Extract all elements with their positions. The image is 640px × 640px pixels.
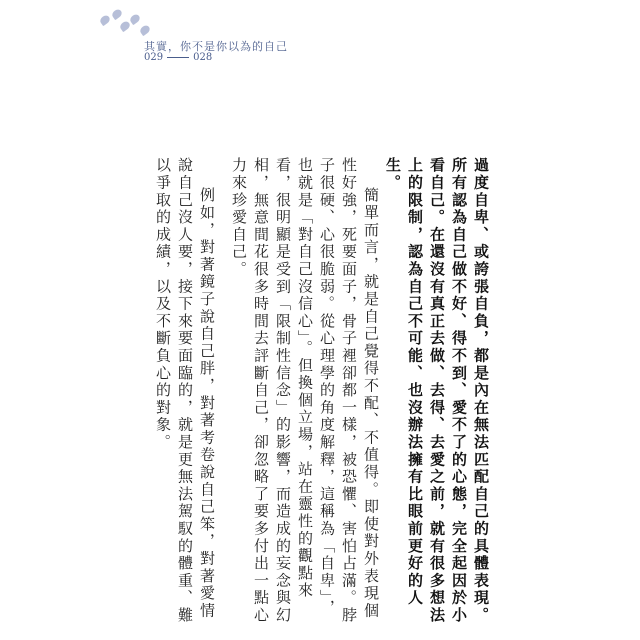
page-number-divider — [167, 57, 189, 58]
body-text — [154, 157, 492, 627]
body-paragraph: 簡單而言，就是自己覺得不配、不值得。即使對外表現個性好強，死要面子，骨子裡卻都一樣，被恐懼、害怕占滿。脖子很硬、心很脆弱。從心理學的角度解釋，這稱為「自卑」，也就是「對自己沒信心」。但換個立場，站在靈性的觀點來看，很明顯是受到「限制性信念」的影響，而造成的妄念與幻相，無意間花很多時間去評斷自己，卻忽略了要多付出一點心力來珍愛自己。 — [230, 157, 380, 625]
page-number-right: 028 — [193, 52, 213, 63]
page-number-left: 029 — [144, 52, 164, 63]
running-title: 其實，你不是你以為的自己 — [144, 40, 288, 53]
body-paragraph: 例如，對著鏡子說自己胖，對著考卷說自己笨，對著愛情說自己沒人要，接下來要面臨的，就是更無法駕馭的體重、難以爭取的成績，以及不斷負心的對象。 — [154, 157, 216, 625]
page-header — [100, 10, 300, 70]
page-numbers — [144, 52, 212, 63]
bold-intro-paragraph: 過度自卑、或誇張自負，都是內在無法匹配自己的具體表現。所有認為自己做不好、得不到、愛不了的心態，完全起因於小看自己。在還沒有真正去做、去得、去愛之前，就有很多想法上的限制，認為自己不可能、也沒辦法擁有比眼前更好的人生。 — [384, 157, 490, 625]
